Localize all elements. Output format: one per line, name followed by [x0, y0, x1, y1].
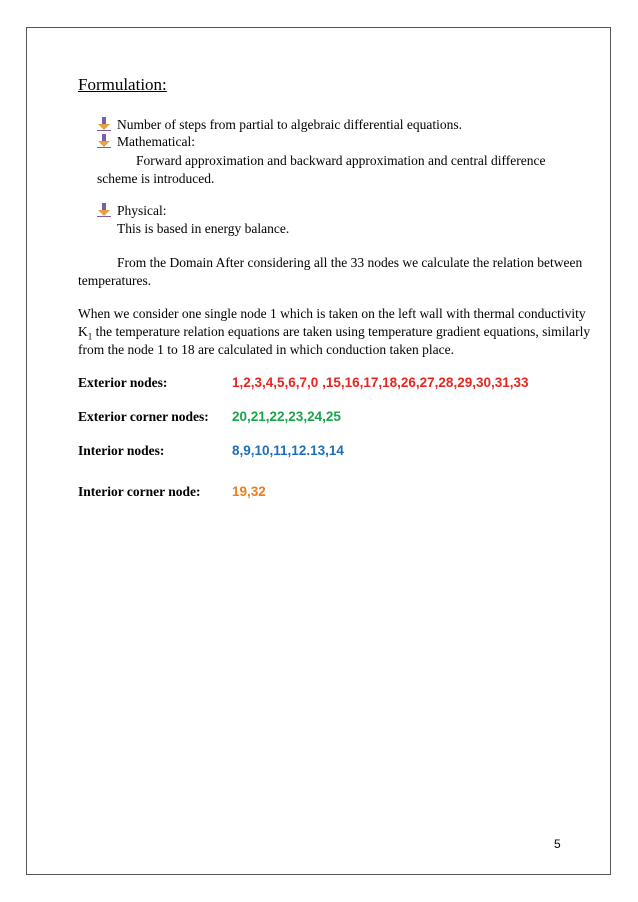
exterior-nodes-label: Exterior nodes:	[78, 375, 168, 390]
bullet-item-physical: Physical:	[117, 203, 167, 218]
bullet-item-mathematical: Mathematical:	[117, 134, 195, 149]
k-subscript: 1	[87, 331, 93, 342]
exterior-nodes-value: 1,2,3,4,5,6,7,0 ,15,16,17,18,26,27,28,29,30,31,33	[232, 375, 529, 390]
bullet-item-steps: Number of steps from partial to algebraic differential equations.	[117, 117, 463, 132]
paragraph-domain-line1: From the Domain After considering all the 33 nodes we calculate the relation between	[117, 255, 583, 270]
exterior-corner-nodes-value: 20,21,22,23,24,25	[232, 409, 341, 424]
paragraph-node-line1: When we consider one single node 1 which is taken on the left wall with thermal conductivity	[78, 306, 586, 321]
down-arrow-bullet-icon	[97, 117, 111, 131]
section-heading: Formulation:	[78, 75, 167, 94]
interior-nodes-value: 8,9,10,11,12.13,14	[232, 443, 344, 458]
mathematical-text-line1: Forward approximation and backward approximation and central difference	[136, 153, 546, 168]
paragraph-node-line2	[78, 324, 590, 342]
interior-nodes-label: Interior nodes:	[78, 443, 165, 458]
interior-corner-node-label: Interior corner node:	[78, 484, 201, 499]
paragraph-domain-line2: temperatures.	[78, 273, 152, 288]
mathematical-text-line2: scheme is introduced.	[97, 171, 215, 186]
interior-corner-node-value: 19,32	[232, 484, 266, 499]
down-arrow-bullet-icon	[97, 203, 111, 217]
k-symbol: K	[78, 324, 88, 339]
down-arrow-bullet-icon	[97, 134, 111, 148]
exterior-corner-nodes-label: Exterior corner nodes:	[78, 409, 209, 424]
paragraph-node-line2-rest: the temperature relation equations are taken using temperature gradient equations, similarly	[92, 324, 591, 339]
paragraph-node-line3: from the node 1 to 18 are calculated in which conduction taken place.	[78, 342, 454, 357]
page-number: 5	[554, 837, 561, 851]
physical-text: This is based in energy balance.	[117, 221, 290, 236]
